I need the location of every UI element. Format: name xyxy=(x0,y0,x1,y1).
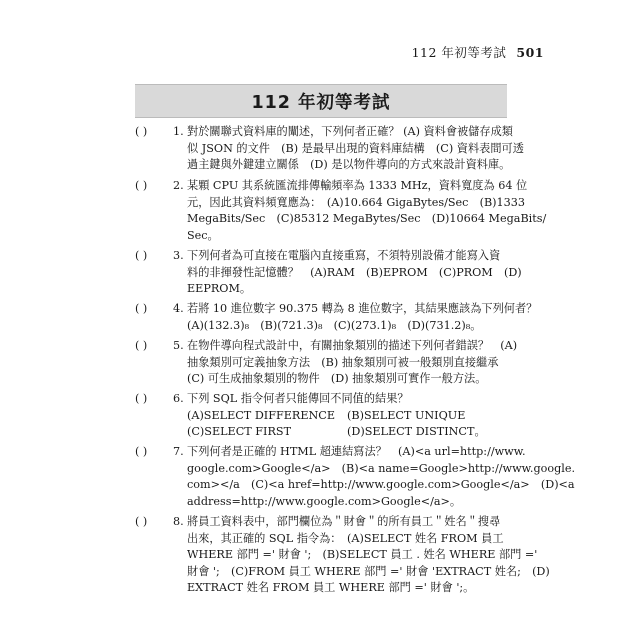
question-line: 財會 '; (C)FROM 員工 WHERE 部門 =' 財會 'EXTRACT 姓名; (D) xyxy=(187,564,550,578)
option-choice: (C)SELECT FIRST xyxy=(187,425,292,438)
question-line: 將員工資料表中，部門欄位為＂財會＂的所有員工＂姓名＂搜尋 xyxy=(187,515,501,528)
question-line: (A)(132.3)₈ (B)(721.3)₈ (C)(273.1)₈ (D)(731.2)₈。 xyxy=(187,318,482,332)
question-number: 3. xyxy=(173,249,184,262)
question-line: address=http://www.google.com>Google</a>。 xyxy=(187,494,462,508)
question-line: 下列何者為可直接在電腦內直接重寫，不須特別設備才能寫入資 xyxy=(187,249,501,262)
question-text xyxy=(187,514,550,597)
option-choice: (D)SELECT DISTINCT。 xyxy=(347,425,486,438)
question-line: 元，因此其資料頻寬應為： (A)10.664 GigaBytes/Sec (B)1333 xyxy=(187,195,526,209)
question-line: EXTRACT 姓名 FROM 員工 WHERE 部門 =' 財會 ';。 xyxy=(187,581,475,594)
question-number: 8. xyxy=(173,515,184,528)
option-row xyxy=(187,408,509,425)
question-line: Sec。 xyxy=(187,228,219,242)
question-line: 似 JSON 的文件 (B) 是最早出現的資料庫結構 (C) 資料表間可透 xyxy=(187,141,524,155)
question-text xyxy=(187,178,547,244)
question-line: WHERE 部門 =' 財會 '; (B)SELECT 員工 . 姓名 WHERE 部門 =' xyxy=(187,548,538,561)
running-title: 112 年初等考試 xyxy=(411,45,507,60)
question-line: google.com>Google</a> (B)<a name=Google>http://www.google. xyxy=(187,461,576,475)
option-choice: (B)SELECT UNIQUE xyxy=(347,408,466,422)
answer-blank: ( ) xyxy=(135,302,148,315)
question-line: 出來，其正確的 SQL 指令為： (A)SELECT 姓名 FROM 員工 xyxy=(187,531,504,545)
answer-blank: ( ) xyxy=(135,339,148,352)
answer-blank: ( ) xyxy=(135,392,148,405)
question-number: 2. xyxy=(173,179,184,192)
option-choice: (A)SELECT DIFFERENCE xyxy=(187,408,335,422)
question-text xyxy=(187,391,509,441)
section-title-band xyxy=(135,84,507,118)
question-line: 過主鍵與外鍵建立關係 (D) 是以物件導向的方式來設計資料庫。 xyxy=(187,158,511,171)
question-line: EEPROM。 xyxy=(187,282,252,295)
question-line: MegaBits/Sec (C)85312 MegaBytes/Sec (D)10664 MegaBits/ xyxy=(187,212,547,225)
running-header xyxy=(412,43,544,61)
question-text xyxy=(187,301,538,334)
question-number: 4. xyxy=(173,302,184,315)
question-line: 某顆 CPU 其系統匯流排傳輸頻率為 1333 MHz，資料寬度為 64 位 xyxy=(187,179,528,192)
question-line: 在物件導向程式設計中，有關抽象類別的描述下列何者錯誤？ (A) xyxy=(187,339,518,352)
question-line: 下列何者是正確的 HTML 超連結寫法？ (A)<a url=http://www. xyxy=(187,445,526,458)
question-number: 6. xyxy=(173,392,184,405)
question-text xyxy=(187,248,522,298)
option-row xyxy=(187,424,509,441)
question-number: 7. xyxy=(173,445,184,458)
question-line: 若將 10 進位數字 90.375 轉為 8 進位數字，其結果應該為下列何者？ xyxy=(187,302,538,315)
answer-blank: ( ) xyxy=(135,179,148,192)
answer-blank: ( ) xyxy=(135,515,148,528)
question-number: 5. xyxy=(173,339,184,352)
question-text xyxy=(187,338,518,388)
question-line: 下列 SQL 指令何者只能傳回不同值的結果？ xyxy=(187,392,409,405)
question-line: 抽象類別可定義抽象方法 (B) 抽象類別可被一般類別直接繼承 xyxy=(187,355,499,369)
question-number: 1. xyxy=(173,125,184,138)
answer-blank: ( ) xyxy=(135,249,148,262)
answer-blank: ( ) xyxy=(135,125,148,138)
question-line: com></a (C)<a href=http://www.google.com>Google</a> (D)<a xyxy=(187,478,575,491)
question-line: (C) 可生成抽象類別的物件 (D) 抽象類別可實作一般方法。 xyxy=(187,372,487,385)
question-text xyxy=(187,124,524,174)
question-line: 料的非揮發性記憶體？ (A)RAM (B)EPROM (C)PROM (D) xyxy=(187,265,522,279)
section-title: 112 年初等考試 xyxy=(251,92,391,113)
question-text xyxy=(187,444,576,510)
page-number: 501 xyxy=(516,45,544,60)
question-line: 對於關聯式資料庫的闡述，下列何者正確？ (A) 資料會被儲存成類 xyxy=(187,125,513,138)
answer-blank: ( ) xyxy=(135,445,148,458)
